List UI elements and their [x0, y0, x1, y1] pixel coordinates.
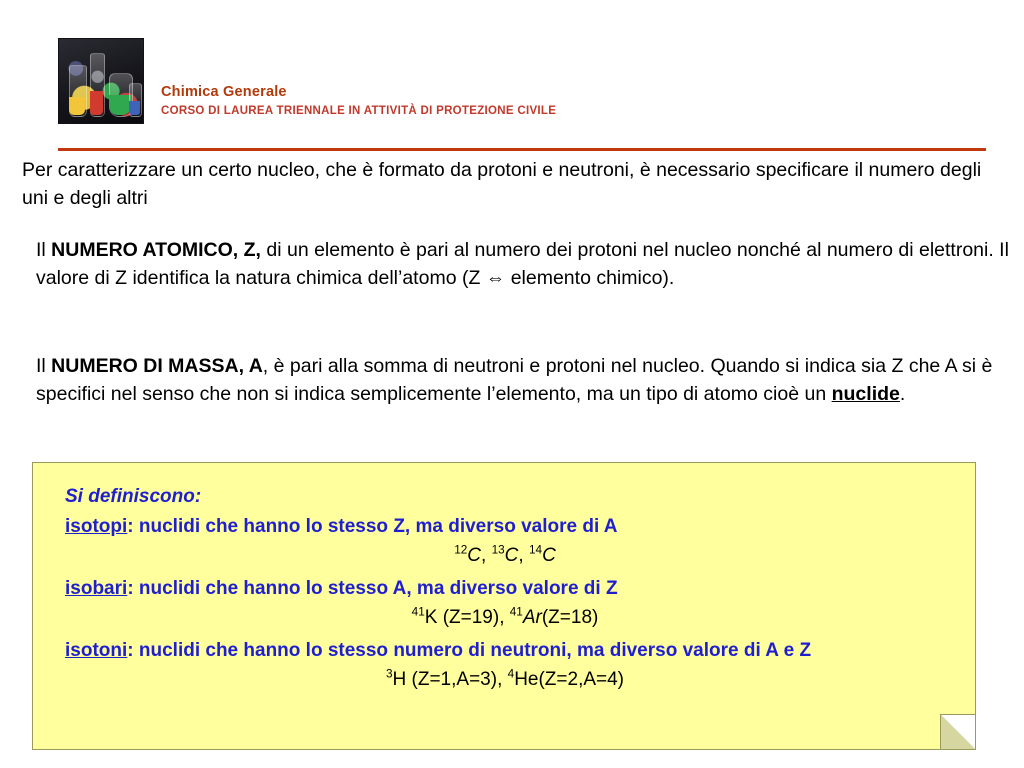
course-subtitle: CORSO DI LAUREA TRIENNALE IN ATTIVITÀ DI PROTEZIONE CIVILE	[161, 105, 557, 117]
atomic-number-paragraph	[36, 236, 1011, 292]
definition-isobari	[65, 575, 945, 602]
folded-corner	[940, 714, 975, 749]
example-isobari: $^{41}$K (Z=19), $^{41}$Ar(Z=18)	[411, 605, 599, 628]
example-isotoni: $^3$H (Z=1,A=3), $^4$He(Z=2,A=4)	[385, 667, 625, 690]
definition-isotopi	[65, 513, 945, 540]
paragraph-a-pre: Il	[36, 239, 52, 261]
paragraph-b-pre: Il	[36, 355, 52, 377]
term-isobari: isobari	[65, 578, 128, 599]
atomic-number-term: NUMERO ATOMICO, Z,	[51, 239, 261, 261]
example-isotopi: $^{12}$C, $^{13}$C, $^{14}$C	[454, 543, 556, 566]
course-title: Chimica Generale	[161, 84, 287, 100]
definition-isotoni	[65, 637, 945, 664]
paragraph-b-mid: , è pari alla somma di neutroni e protoni nel nucleo. Quando si indica sia Z che A si è specifici nel senso che non si indica semplicemente l’elemento, ma un tipo di atomo cioè un	[36, 355, 993, 405]
chemistry-lab-logo-icon	[58, 38, 144, 124]
definition-isobari-text: : nuclidi che hanno lo stesso A, ma diverso valore di Z	[127, 578, 618, 599]
mass-number-paragraph	[36, 352, 1014, 408]
definition-isotoni-text: : nuclidi che hanno lo stesso numero di neutroni, ma diverso valore di A e Z	[127, 640, 812, 661]
term-isotoni: isotoni	[65, 640, 128, 661]
definitions-note-box	[32, 462, 976, 750]
slide-header	[0, 0, 1024, 150]
nuclide-keyword: nuclide	[831, 383, 900, 405]
paragraph-a-post: di un elemento è pari al numero dei protoni nel nucleo nonché al numero di elettroni. Il valore di Z identifica la natura chimica dell’atomo (Z ⇔ elemento chimico).	[36, 239, 1009, 289]
definitions-title: Si definiscono:	[65, 486, 202, 507]
intro-paragraph: Per caratterizzare un certo nucleo, che è formato da protoni e neutroni, è necessario specificare il numero degli uni e degli altri	[22, 159, 982, 209]
definition-isotopi-text: : nuclidi che hanno lo stesso Z, ma diverso valore di A	[127, 516, 618, 537]
term-isotopi: isotopi	[65, 516, 128, 537]
header-divider	[58, 148, 986, 151]
paragraph-b-end: .	[899, 383, 906, 405]
mass-number-term: NUMERO DI MASSA, A	[51, 355, 263, 377]
definitions-content	[65, 483, 945, 699]
